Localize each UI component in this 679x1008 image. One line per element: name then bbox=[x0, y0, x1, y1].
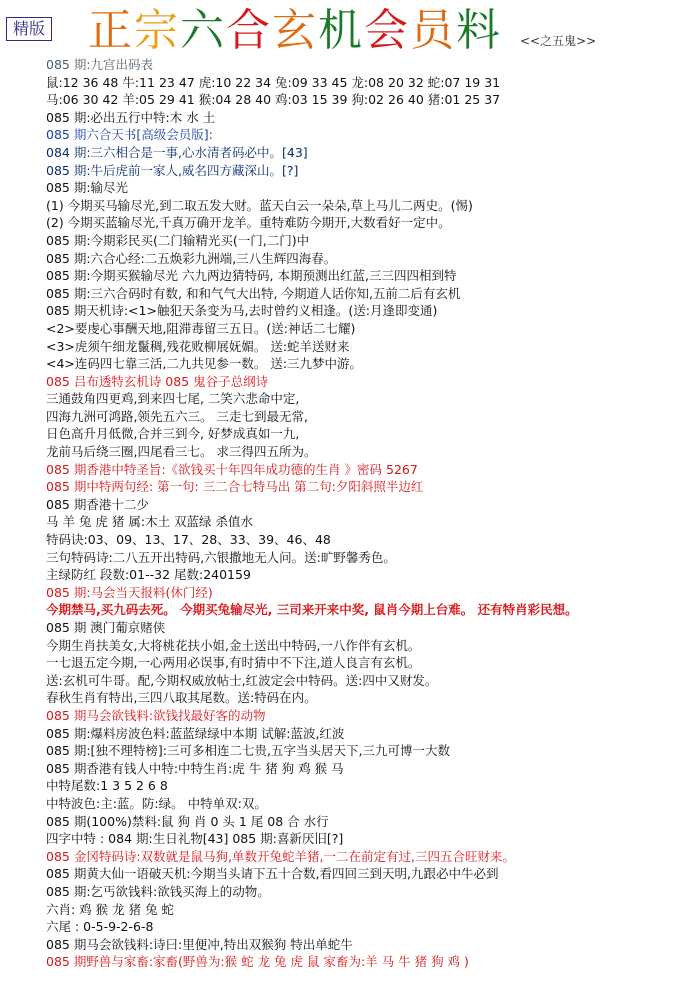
text-line: 四字中特 : 084 期:生日礼物[43] 085 期:喜新厌旧[?] bbox=[46, 831, 344, 847]
text-line: 085 期野兽与家畜:家畜(野兽为:猴 蛇 龙 兔 虎 鼠 家畜为:羊 马 牛 猪 狗 鸡 ) bbox=[46, 954, 469, 970]
text-line: (2) 今期买蓝输尽光,千真万确开龙羊。重特难防今期开,大数看好一定中。 bbox=[46, 215, 451, 231]
text-line: 085 期黄大仙一语破天机:今期当头请下五十合数,看四回三到天明,九跟必中牛必到 bbox=[46, 866, 499, 882]
text-line: <4>连码四七靠三活,二九共见参一数。 送:三九梦中游。 bbox=[46, 356, 363, 372]
text-line: 085 金冈特码诗:双数就是鼠马狗,单数开兔蛇羊猪,一二在前定有过,三四五合旺财来。 bbox=[46, 848, 515, 864]
text-line: 马:06 30 42 羊:05 29 41 猴:04 28 40 鸡:03 15 39 狗:02 26 40 猪:01 25 37 bbox=[46, 92, 501, 108]
text-line: 日色高升月低微,合并三到今, 好梦成真如一九, bbox=[46, 426, 300, 442]
edition-badge: 精版 bbox=[6, 17, 52, 41]
text-line: 085 期:九宫出码表 bbox=[46, 57, 154, 72]
text-line: 今期生肖扶美女,大将桃花扶小姐,金土送出中特码,一八作伴有玄机。 bbox=[46, 637, 421, 653]
text-line: 中特波色:主:蓝。防:绿。 中特单双:双。 bbox=[46, 795, 267, 811]
text-line: 085 吕布透特玄机诗 085 鬼谷子总纲诗 bbox=[46, 373, 269, 389]
text-line: 085 期:六合心经:二五焕彩九洲端,三八生辉四海春。 bbox=[46, 250, 337, 266]
text-line: 主绿防红 段数:01--32 尾数:240159 bbox=[46, 567, 251, 583]
banner-char: 宗 bbox=[134, 5, 180, 56]
text-line: 085 期:今期买猴输尽光 六九两边猜特码, 本期预测出红蓝,三三四四相到特 bbox=[46, 268, 457, 284]
text-line: <3>虎须午细龙鬣稠,残花败柳展妩媚。 送:蛇羊送财来 bbox=[46, 338, 350, 354]
text-line: 085 期 澳门葡京赌侠 bbox=[46, 620, 166, 635]
text-line: 龙前马后绕三圈,四尾看三七。 求三得四五所为。 bbox=[46, 444, 317, 460]
text-line: <2>要虔心事酬天地,阻滞毒留三五日。(送:神话二七耀) bbox=[46, 320, 356, 336]
text-line: 085 期中特两句经: 第一句: 三二合七特马出 第二句:夕阳斜照半边红 bbox=[46, 479, 424, 495]
banner-char: 员 bbox=[410, 5, 456, 56]
page-banner-title bbox=[88, 2, 502, 60]
text-line: 四海九洲可鸿路,领先五六三。 三走七到最无常, bbox=[46, 408, 308, 424]
text-line: 085 期:牛后虎前一家人,威名四方藏深山。[?] bbox=[46, 162, 299, 178]
text-line: 马 羊 兔 虎 猪 属:木土 双蓝绿 杀值水 bbox=[46, 514, 254, 530]
text-line: 一七退五定今期,一心两用必误事,有时猜中不下注,道人良言有玄机。 bbox=[46, 655, 421, 671]
text-line: 特码诀:03、09、13、17、28、33、39、46、48 bbox=[46, 532, 331, 548]
text-line: 085 期:今期彩民买(二门输精光买(一门,二门)中 bbox=[46, 232, 310, 248]
text-line: 三句特码诗:二八五开出特码,六银撒地无人问。送:旷野馨秀色。 bbox=[46, 549, 396, 565]
text-line: 六尾 : 0-5-9-2-6-8 bbox=[46, 919, 154, 935]
text-line: 085 期(100%)禁料:鼠 狗 肖 0 头 1 尾 08 合 水行 bbox=[46, 813, 329, 829]
text-line: 春秋生肖有特出,三四八取其尾数。送:特码在内。 bbox=[46, 690, 317, 706]
text-line: 085 期:输尽光 bbox=[46, 180, 129, 196]
banner-char: 会 bbox=[364, 5, 410, 56]
text-line: 送:玄机可牛哥。配,今期权威放帖士,红波定会中特码。送:四中又财发。 bbox=[46, 672, 438, 688]
forecast-text-block bbox=[46, 56, 679, 971]
text-line: 六肖: 鸡 猴 龙 猪 兔 蛇 bbox=[46, 901, 175, 917]
text-line: (1) 今期买马输尽光,到二取五发大财。蓝天白云一朵朵,草上马儿二两史。(惕) bbox=[46, 197, 473, 213]
text-line: 085 期:乞丐欲钱料:欲钱买海上的动物。 bbox=[46, 883, 270, 899]
text-line: 085 期香港有钱人中特:中特生肖:虎 牛 猪 狗 鸡 猴 马 bbox=[46, 760, 344, 776]
text-line: 085 期:必出五行中特:木 水 土 bbox=[46, 109, 216, 125]
banner-char: 玄 bbox=[272, 5, 318, 56]
text-line: 085 期马会欲钱料:诗曰:里便冲,特出双猴狗 特出单蛇牛 bbox=[46, 936, 353, 952]
text-line: 084 期:三六相合是一事,心水清者码必中。[43] bbox=[46, 144, 308, 160]
banner-char: 六 bbox=[180, 5, 226, 56]
text-line: 085 期六合天书[高级会员版]: bbox=[46, 127, 213, 143]
banner-char: 料 bbox=[456, 5, 502, 56]
text-line: 鼠:12 36 48 牛:11 23 47 虎:10 22 34 兔:09 33 45 龙:08 20 32 蛇:07 19 31 bbox=[46, 74, 501, 90]
text-line: 085 期马会欲钱料:欲钱找最好客的动物 bbox=[46, 707, 266, 723]
banner-char: 机 bbox=[318, 5, 364, 56]
text-line: 085 期天机诗:<1>触犯天条变为马,去时曾约义相逢。(送:月逢即变通) bbox=[46, 303, 438, 319]
banner-char: 正 bbox=[88, 5, 134, 56]
edition-tag: <<之五鬼>> bbox=[520, 34, 597, 48]
text-line: 今期禁马,买九码去死。 今期买兔输尽光, 三司来开来中奖, 鼠肖今期上台难。 还有特肖彩民想。 bbox=[46, 602, 578, 618]
text-line: 085 期:马会当天报料(休门经) bbox=[46, 584, 213, 600]
text-line: 085 期:三六合码时有数, 和和气气大出特, 今期道人话你知,五前二后有玄机 bbox=[46, 285, 461, 301]
text-line: 三通鼓角四更鸡,到来四七尾, 二笑六悲命中定, bbox=[46, 391, 300, 407]
text-line: 085 期香港中特圣旨:《欲钱买十年四年成功德的生肖 》密码 5267 bbox=[46, 461, 418, 477]
text-line: 中特尾数:1 3 5 2 6 8 bbox=[46, 778, 168, 794]
text-line: 085 期:[独不理特榜]:三可多相连二七贵,五字当头居天下,三九可博一大数 bbox=[46, 743, 450, 759]
text-line: 085 期香港十二少 bbox=[46, 496, 149, 512]
banner-char: 合 bbox=[226, 5, 272, 56]
text-line: 085 期:爆料房波色料:蓝蓝绿绿中本期 试解:蓝波,红波 bbox=[46, 725, 345, 741]
